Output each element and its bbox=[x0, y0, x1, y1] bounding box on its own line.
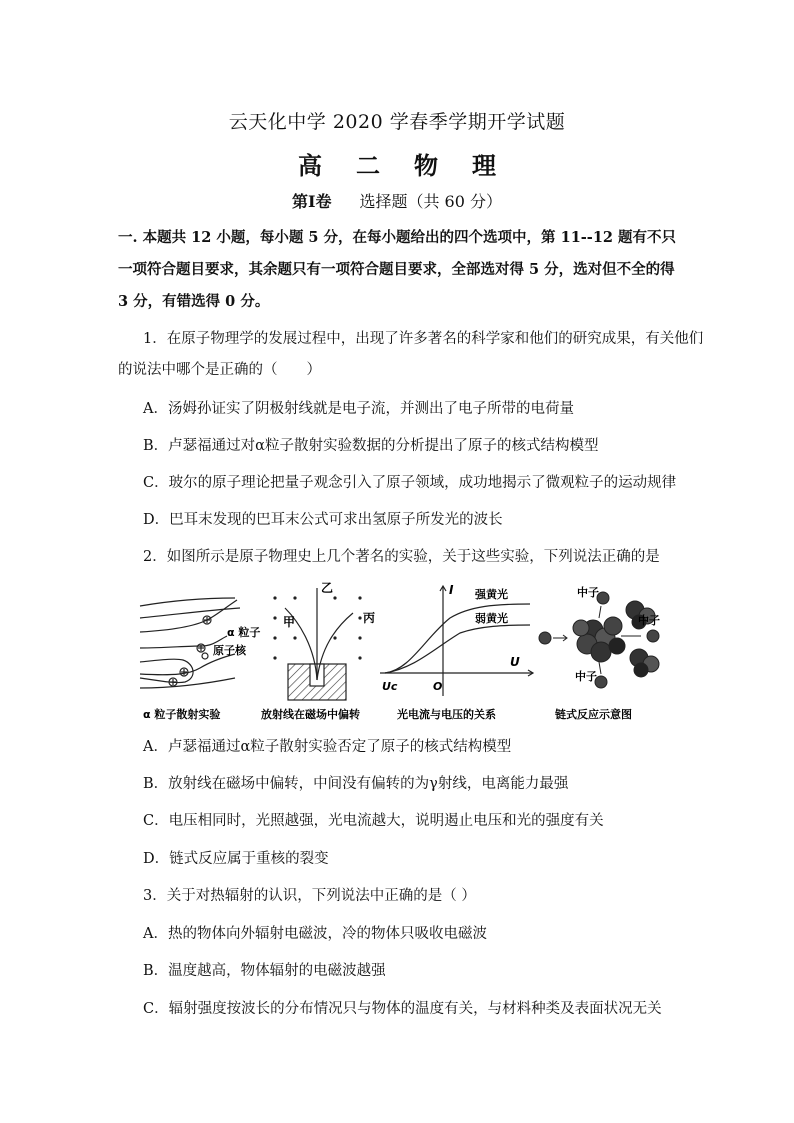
axis-u-label: U bbox=[510, 655, 520, 669]
chain-reaction-panel bbox=[539, 592, 659, 688]
experiments-figure bbox=[135, 578, 670, 723]
caption-magnetic-field: 放射线在磁场中偏转 bbox=[261, 708, 360, 721]
photocurrent-panel bbox=[380, 586, 533, 696]
subject-title: 高二物理 bbox=[298, 151, 530, 180]
caption-photocurrent: 光电流与电压的关系 bbox=[397, 708, 496, 721]
q3-option-b: B．温度越高，物体辐射的电磁波越强 bbox=[143, 963, 386, 979]
part-title: 选择题（共 60 分） bbox=[359, 192, 503, 211]
q1-stem-line2: 的说法中哪个是正确的（ ） bbox=[118, 362, 321, 378]
exam-title: 云天化中学 2020 学春季学期开学试题 bbox=[228, 111, 566, 133]
axis-i-label: I bbox=[449, 583, 454, 597]
alpha-scattering-panel bbox=[140, 598, 240, 688]
strong-light-label: 强黄光 bbox=[475, 588, 508, 601]
q2-option-c: C．电压相同时，光照越强，光电流越大，说明遏止电压和光的强度有关 bbox=[143, 813, 604, 829]
q3-option-c: C．辐射强度按波长的分布情况只与物体的温度有关，与材料种类及表面状况无关 bbox=[143, 1001, 662, 1017]
part-heading bbox=[0, 189, 794, 212]
q2-stem: 2．如图所示是原子物理史上几个著名的实验，关于这些实验，下列说法正确的是 bbox=[143, 549, 660, 565]
q1-option-a: A．汤姆孙证实了阴极射线就是电子流，并测出了电子所带的电荷量 bbox=[143, 401, 574, 417]
q2-option-a: A．卢瑟福通过α粒子散射实验否定了原子的核式结构模型 bbox=[143, 739, 512, 755]
nucleus-label: 原子核 bbox=[213, 644, 246, 657]
q1-option-c: C．玻尔的原子理论把量子观念引入了原子领域，成功地揭示了微观粒子的运动规律 bbox=[143, 475, 677, 491]
q3-stem: 3．关于对热辐射的认识，下列说法中正确的是（ ） bbox=[143, 888, 476, 904]
ray-label-yi: 乙 bbox=[321, 581, 334, 595]
uc-label: Uc bbox=[382, 680, 398, 693]
caption-alpha-scattering: α 粒子散射实验 bbox=[143, 708, 221, 721]
part-label: 第Ⅰ卷 bbox=[291, 192, 332, 211]
caption-chain-reaction: 链式反应示意图 bbox=[555, 708, 632, 721]
q1-option-b: B．卢瑟福通过对α粒子散射实验数据的分析提出了原子的核式结构模型 bbox=[143, 438, 599, 454]
section-instructions: 一. 本题共 12 小题，每小题 5 分，在每小题给出的四个选项中，第 11--12 题有不只一项符合题目要求，其余题只有一项符合题目要求，全部选对得 5 分，选对但不全的得 3 分，有错选得 0 分。 bbox=[118, 229, 677, 310]
q2-option-d: D．链式反应属于重核的裂变 bbox=[143, 851, 329, 867]
neutron-label-top: 中子 bbox=[577, 586, 599, 599]
q3-option-a: A．热的物体向外辐射电磁波，冷的物体只吸收电磁波 bbox=[143, 926, 487, 942]
q1-option-d: D．巴耳末发现的巴耳末公式可求出氢原子所发光的波长 bbox=[143, 512, 503, 528]
neutron-label-right: 中子 bbox=[638, 614, 660, 627]
ray-label-jia: 甲 bbox=[283, 615, 296, 629]
weak-light-label: 弱黄光 bbox=[475, 612, 508, 625]
neutron-label-bottom: 中子 bbox=[575, 670, 597, 683]
origin-label: O bbox=[433, 680, 443, 693]
q2-option-b: B．放射线在磁场中偏转，中间没有偏转的为γ射线，电离能力最强 bbox=[143, 776, 569, 792]
q1-stem-line1: 1．在原子物理学的发展过程中，出现了许多著名的科学家和他们的研究成果，有关他们 bbox=[143, 331, 704, 347]
ray-label-bing: 丙 bbox=[363, 611, 376, 625]
alpha-particle-label: α 粒子 bbox=[227, 626, 261, 639]
